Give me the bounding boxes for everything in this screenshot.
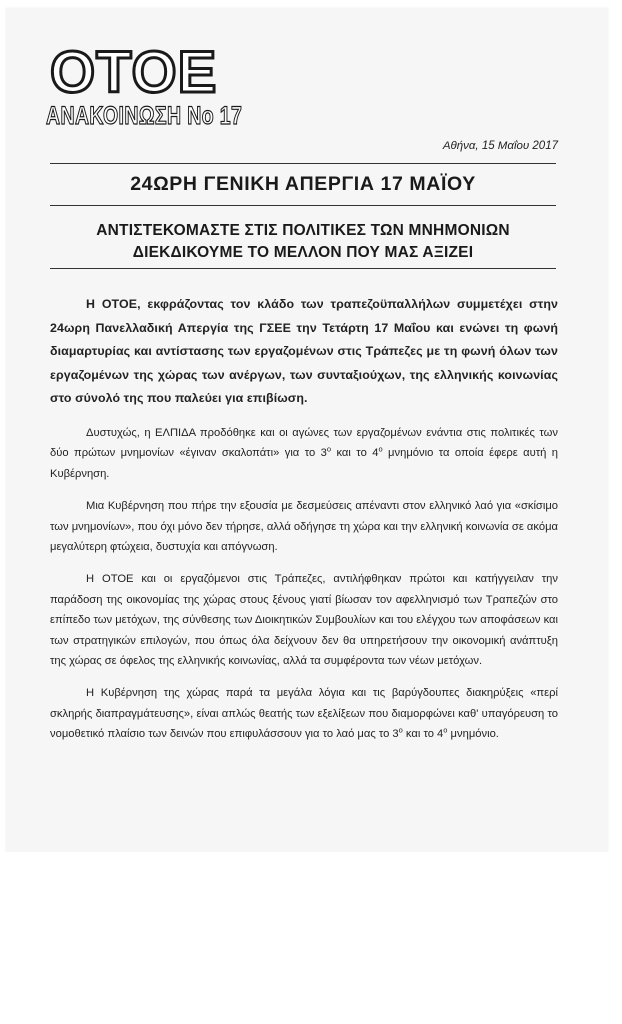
scan-margin [0, 852, 622, 1024]
paragraph-2-text-b: και το 4 [331, 447, 379, 460]
superscript: ο [443, 725, 448, 735]
divider-title [50, 205, 556, 206]
paragraph-3: Μια Κυβέρνηση που πήρε την εξουσία με δεσμεύσεις απέναντι στον ελληνικό λαό για «σκίσιμο των μνημονίων», που όχι μόνο δεν τήρησε, αλλά οδήγησε τη χώρα και την ελληνική κοινωνία σε ακόμα μεγαλύτερη φτώχεια, δυστυχία και απόγνωση. [50, 500, 558, 553]
paragraph-5-text-c: μνημόνιο. [447, 728, 499, 741]
document-date: Αθήνα, 15 Μαΐου 2017 [442, 140, 558, 152]
subtitle-line-1: ΑΝΤΙΣΤΕΚΟΜΑΣΤΕ ΣΤΙΣ ΠΟΛΙΤΙΚΕΣ ΤΩΝ ΜΝΗΜΟΝΙΩΝ [96, 222, 510, 239]
divider-top [50, 163, 556, 164]
paragraph-4: Η ΟΤΟΕ και οι εργαζόμενοι στις Τράπεζες, αντιλήφθηκαν πρώτοι και κατήγγειλαν την παράδοση της οικονομίας της χώρας στους ξένους γιατί βίωσαν τον αφελληνισμό των Τραπεζών στο επίπεδο των μετόχων, της σύνθεσης των Διοικητικών Συμβουλίων και του ελέγχου των αποφάσεων και των στρατηγικών επιλογών, που όπως όλα δείχνουν δεν θα υπηρετήσουν την οικονομική ανάπτυξη της χώρας σε όφελος της ελληνικής κοινωνίας, αλλά τα συμφέροντα των νέων μετόχων. [50, 573, 558, 668]
main-title: 24ΩΡΗ ΓΕΝΙΚΗ ΑΠΕΡΓΙΑ 17 ΜΑΪΟΥ [130, 173, 476, 195]
paragraph-5 [50, 683, 558, 744]
superscript: ο [326, 444, 332, 454]
superscript: ο [398, 725, 403, 735]
divider-subtitle [50, 268, 556, 269]
paragraph-2-text-c: μνημόνιο τα οποία έφερε αυτή η Κυβέρνηση. [50, 447, 559, 480]
superscript: ο [378, 444, 383, 454]
otoe-logo: ΟΤΟΕ [50, 40, 218, 105]
subtitle [50, 220, 556, 264]
paragraph-2-text-a: Δυστυχώς, η ΕΛΠΙΔΑ προδόθηκε και οι αγώνες των εργαζομένων ενάντια στις πολιτικές των δύο πρώτων μνημονίων «έγιναν σκαλοπάτι» για το 3 [50, 426, 558, 460]
paragraph-5-text-b: και το 4 [402, 728, 444, 741]
announcement-number: ΑΝΑΚΟΙΝΩΣΗ Νο 17 [46, 102, 243, 130]
subtitle-line-2: ΔΙΕΚΔΙΚΟΥΜΕ ΤΟ ΜΕΛΛΟΝ ΠΟΥ ΜΑΣ ΑΞΙΖΕΙ [132, 244, 474, 261]
body-text [50, 293, 558, 757]
paragraph-5-text-a: Η Κυβέρνηση της χώρας παρά τα μεγάλα λόγια και τις βαρύγδουπες διακηρύξεις «περί σκληρής διαπραγμάτευσης», είναι απλώς θεατής των εξελίξεων που διαμορφώνει καθ' υπαγόρευση το νομοθετικό πλαίσιο των δεινών που επιφυλάσσουν για το λαό μας το 3 [50, 687, 558, 741]
paragraph-2 [50, 423, 558, 484]
paragraph-intro: Η ΟΤΟΕ, εκφράζοντας τον κλάδο των τραπεζοϋπαλλήλων συμμετέχει στην 24ωρη Πανελλαδική Απεργία της ΓΣΕΕ την Τετάρτη 17 Μαΐου και ενώνει τη φωνή διαμαρτυρίας και αντίστασης των εργαζομένων στις Τράπεζες με τη φωνή όλων των εργαζομένων της χώρας των ανέργων, των συνταξιούχων, της ελληνικής κοινωνίας στο σύνολό της που παλεύει για επιβίωση. [50, 297, 558, 406]
